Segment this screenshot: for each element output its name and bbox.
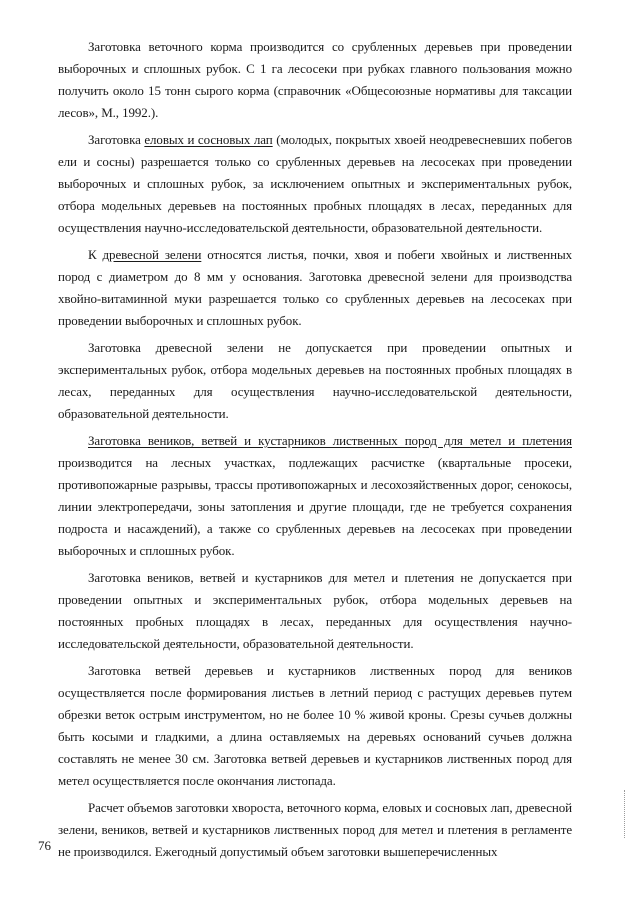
- paragraph-text: относятся листья, почки, хвоя и побеги хвойных и лиственных пород с диаметром до 8 мм у основания. Заготовка древесной зелени для производства хвойно-витаминной муки разрешается только со срубленных деревьев на лесосеках при проведении выборочных и сплошных рубок.: [58, 247, 573, 328]
- paragraph-brooms-restrictions: [58, 567, 572, 655]
- paragraph-volume-calculation: [58, 797, 572, 863]
- paragraph-text: Заготовка веточного корма производится со срубленных деревьев при проведении выборочных и сплошных рубок. С 1 га лесосеки при рубках главного пользования можно получить около 15 тонн сырого корма (справочник «Общесоюзные нормативы для таксации лесов», М., 1992.).: [58, 39, 572, 120]
- paragraph-text: Расчет объемов заготовки хвороста, веточного корма, еловых и сосновых лап, древесной зелени, веников, ветвей и кустарников лиственных пород для метел и плетения в регламенте не производился. Ежегодный допустимый объем заготовки вышеперечисленных: [58, 800, 572, 859]
- document-body: [58, 36, 572, 868]
- scan-edge-mark: [624, 790, 626, 838]
- paragraph-text: К: [88, 247, 103, 262]
- paragraph-spruce-pine-paws: [58, 129, 572, 239]
- paragraph-twig-feed: [58, 36, 572, 124]
- underlined-term: еловых и сосновых лап: [144, 132, 273, 147]
- paragraph-text: (молодых, покрытых хвоей неодревесневших побегов ели и сосны) разрешается только со срубленных деревьев на лесосеках при проведении выборочных и сплошных рубок, за исключением опытных и экспериментальных рубок, отбора модельных деревьев на постоянных пробных площадях в лесах, переданных для осуществления научно-исследовательской деятельности, образовательной деятельности.: [58, 132, 572, 235]
- paragraph-greenery-restrictions: [58, 337, 572, 425]
- paragraph-text: Заготовка ветвей деревьев и кустарников лиственных пород для веников осуществляется после формирования листьев в летний период с растущих деревьев путем обрезки веток острым инструментом, но не более 10 % живой кроны. Срезы сучьев должны быть косыми и гладкими, а длина оставляемых на деревьях оснований сучьев должна составлять не менее 30 см. Заготовка ветвей деревьев и кустарников лиственных пород для метел осуществляется после окончания листопада.: [58, 663, 572, 788]
- paragraph-branch-cutting-rules: [58, 660, 572, 792]
- paragraph-tree-greenery: [58, 244, 572, 332]
- paragraph-text: производится на лесных участках, подлежащих расчистке (квартальные просеки, противопожарные разрывы, трассы противопожарных и лесохозяйственных дорог, сенокосы, линии электропередачи, зоны затопления и другие площади, где не требуется сохранения подроста и насаждений), а также со срубленных деревьев на лесосеках при проведении выборочных и сплошных рубок.: [58, 455, 572, 558]
- paragraph-text: Заготовка веников, ветвей и кустарников для метел и плетения не допускается при проведении опытных и экспериментальных рубок, отбора модельных деревьев на постоянных пробных площадях в лесах, переданных для осуществления научно-исследовательской деятельности, образовательной деятельности.: [58, 570, 572, 651]
- page-number: 76: [38, 838, 51, 853]
- underlined-term: Заготовка веников, ветвей и кустарников лиственных пород для метел и плетения: [88, 433, 572, 448]
- paragraph-text: Заготовка древесной зелени не допускается при проведении опытных и экспериментальных рубок, отбора модельных деревьев на постоянных пробных площадях в лесах, переданных для осуществления научно-исследовательской деятельности, образовательной деятельности.: [58, 340, 572, 421]
- paragraph-text: Заготовка: [88, 132, 145, 147]
- paragraph-brooms-branches: [58, 430, 572, 562]
- underlined-term: древесной зелени: [102, 247, 202, 262]
